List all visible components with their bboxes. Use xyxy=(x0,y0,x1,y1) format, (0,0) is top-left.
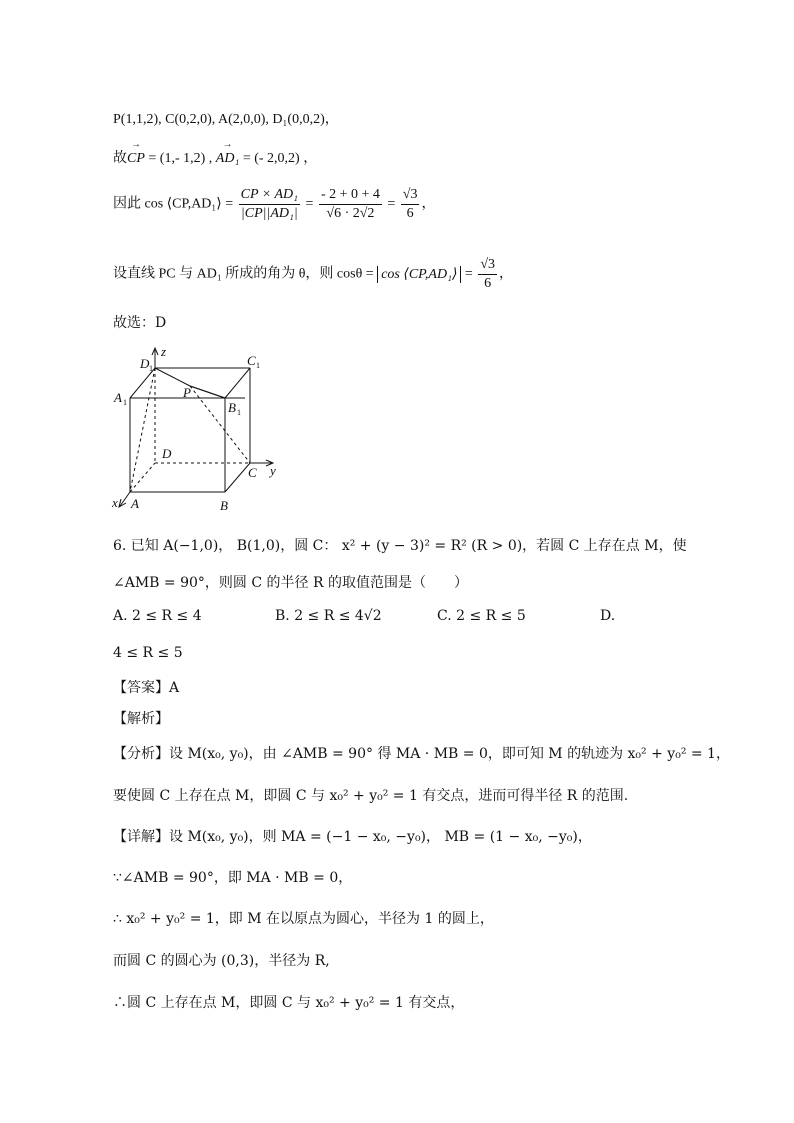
label-z: z xyxy=(161,344,167,359)
detail-line1: 【详解】设 M(x₀, y₀)，则 MA = (−1 − x₀, −y₀)， MB = (1 − x₀, −y₀)， xyxy=(113,829,592,845)
segment-d1p xyxy=(155,368,190,386)
segment-ad1-dashed xyxy=(130,368,155,492)
option-d[interactable]: D. xyxy=(600,608,616,624)
fraction-values xyxy=(319,186,382,223)
detail-line3: ∴ x₀² + y₀² = 1，即 M 在以原点为圆心，半径为 1 的圆上， xyxy=(113,911,494,927)
answer-choice-line: 故选：D xyxy=(113,315,167,331)
cos-line xyxy=(113,186,435,223)
label-a1: A xyxy=(114,390,122,405)
label-d1-sub: 1 xyxy=(149,364,153,373)
edge-ad-dashed xyxy=(130,463,155,492)
label-b: B xyxy=(220,498,228,513)
analysis-line1: 【分析】设 M(x₀, y₀)，由 ∠AMB = 90° 得 MA · MB = 0，即可知 M 的轨迹为 x₀² + y₀² = 1， xyxy=(113,746,730,762)
label-c: C xyxy=(248,465,257,480)
vector-line xyxy=(113,147,317,167)
detail-line4: 而圆 C 的圆心为 (0,3)，半径为 R, xyxy=(113,953,330,969)
detail-line5: ∴圆 C 上存在点 M，即圆 C 与 x₀² + y₀² = 1 有交点， xyxy=(113,995,465,1011)
frac-num: - 2 + 0 + 4 xyxy=(319,186,382,205)
question-6-line2: ∠AMB = 90°，则圆 C 的半径 R 的取值范围是（ ） xyxy=(113,575,468,591)
label-a1-sub: 1 xyxy=(123,398,127,407)
label-y: y xyxy=(270,463,276,478)
detail-line2: ∵∠AMB = 90°，即 MA · MB = 0， xyxy=(113,870,353,886)
line-prefix: 因此 xyxy=(113,196,141,212)
cp-value: = (1,- 1,2) , xyxy=(144,151,216,166)
frac-num: CP × AD₁ xyxy=(239,186,300,205)
answer-line: 【答案】A xyxy=(113,680,180,696)
fraction-result xyxy=(401,186,420,223)
angle-line xyxy=(113,256,513,293)
option-c[interactable]: C. 2 ≤ R ≤ 5 xyxy=(437,608,526,624)
line-prefix: 设直线 PC 与 AD₁ 所成的角为 θ，则 cosθ = xyxy=(113,266,378,282)
punct: ， xyxy=(421,196,436,212)
frac-num: √3 xyxy=(478,256,497,275)
ad1-value: = (- 2,0,2) ， xyxy=(239,151,318,166)
equals: = xyxy=(461,266,477,282)
cube-figure xyxy=(110,340,290,520)
label-x: x xyxy=(112,495,118,510)
fraction-result xyxy=(478,256,497,293)
label-p: P xyxy=(183,385,191,400)
edge-bc xyxy=(225,463,250,492)
label-d: D xyxy=(162,446,172,461)
frac-den: |CP||AD₁| xyxy=(240,206,298,221)
coords-line: P(1,1,2), C(0,2,0), A(2,0,0), D₁(0,0,2)， xyxy=(113,112,339,127)
question-6-line1: 6. 已知 A(−1,0)， B(1,0)，圆 C： x² + (y − 3)² = R² (R > 0)，若圆 C 上存在点 M，使 xyxy=(113,538,687,554)
frac-num: √3 xyxy=(401,186,420,205)
vector-cp: → CP xyxy=(127,151,145,167)
label-d1: D xyxy=(140,356,150,371)
option-b[interactable]: B. 2 ≤ R ≤ 4√2 xyxy=(275,608,382,624)
frac-den: 6 xyxy=(406,206,414,221)
frac-den: √6 · 2√2 xyxy=(326,206,375,221)
punct: ， xyxy=(499,266,513,282)
analysis-heading: 【解析】 xyxy=(113,711,169,727)
equals: = xyxy=(387,196,399,212)
label-c1-sub: 1 xyxy=(256,361,260,370)
option-d-value: 4 ≤ R ≤ 5 xyxy=(113,645,183,661)
abs-cos: cos ⟨CP,AD₁⟩ xyxy=(377,266,461,283)
line-prefix: 故 xyxy=(113,151,127,166)
equals: = xyxy=(305,196,317,212)
cos-expr: cos ⟨CP,AD₁⟩ = xyxy=(144,196,234,212)
frac-den: 6 xyxy=(484,276,492,291)
edge-b1c1 xyxy=(225,368,250,398)
vector-ad1: → AD₁ xyxy=(216,151,240,167)
label-a: A xyxy=(131,496,139,511)
label-b1: B xyxy=(228,400,236,415)
label-b1-sub: 1 xyxy=(237,408,241,417)
fraction-dot-over-norms xyxy=(239,186,300,223)
analysis-line2: 要使圆 C 上存在点 M，即圆 C 与 x₀² + y₀² = 1 有交点，进而可得半径 R 的范围. xyxy=(113,788,629,804)
label-c1: C xyxy=(247,353,256,368)
option-a[interactable]: A. 2 ≤ R ≤ 4 xyxy=(113,608,202,624)
